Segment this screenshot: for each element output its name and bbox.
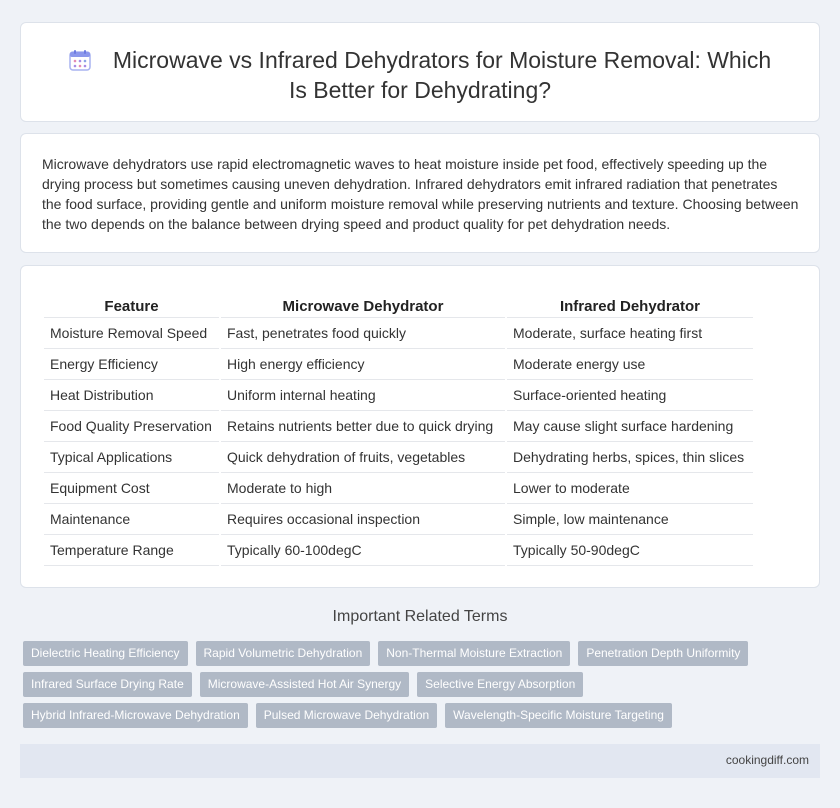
infrared-cell: Lower to moderate: [507, 473, 753, 504]
feature-cell: Heat Distribution: [44, 380, 219, 411]
table-row: [44, 318, 753, 349]
infrared-cell: May cause slight surface hardening: [507, 411, 753, 442]
feature-cell: Temperature Range: [44, 535, 219, 566]
microwave-cell: Retains nutrients better due to quick drying: [221, 411, 505, 442]
header-feature: Feature: [44, 296, 219, 318]
comparison-table-card: [20, 265, 820, 588]
microwave-cell: Quick dehydration of fruits, vegetables: [221, 442, 505, 473]
related-term-tag[interactable]: Wavelength-Specific Moisture Targeting: [445, 703, 672, 728]
infrared-cell: Typically 50-90degC: [507, 535, 753, 566]
title-text: Microwave vs Infrared Dehydrators for Moisture Removal: Which Is Better for Dehydrating?: [112, 47, 772, 103]
table-row: [44, 380, 753, 411]
table-row: [44, 473, 753, 504]
table-row: [44, 504, 753, 535]
intro-card: [20, 133, 820, 253]
table-row: [44, 411, 753, 442]
microwave-cell: Fast, penetrates food quickly: [221, 318, 505, 349]
related-terms-list: [23, 641, 813, 728]
related-term-tag[interactable]: Dielectric Heating Efficiency: [23, 641, 188, 666]
related-term-tag[interactable]: Penetration Depth Uniformity: [578, 641, 748, 666]
related-term-tag[interactable]: Non-Thermal Moisture Extraction: [378, 641, 570, 666]
infrared-cell: Surface-oriented heating: [507, 380, 753, 411]
table-header-row: [44, 296, 753, 318]
page-title: [61, 45, 779, 105]
microwave-cell: Uniform internal heating: [221, 380, 505, 411]
related-term-tag[interactable]: Rapid Volumetric Dehydration: [196, 641, 371, 666]
feature-cell: Moisture Removal Speed: [44, 318, 219, 349]
table-row: [44, 442, 753, 473]
feature-cell: Energy Efficiency: [44, 349, 219, 380]
feature-cell: Typical Applications: [44, 442, 219, 473]
related-term-tag[interactable]: Pulsed Microwave Dehydration: [256, 703, 437, 728]
related-terms-title: Important Related Terms: [332, 608, 508, 625]
header-microwave: Microwave Dehydrator: [221, 296, 505, 318]
related-term-tag[interactable]: Infrared Surface Drying Rate: [23, 672, 192, 697]
feature-cell: Equipment Cost: [44, 473, 219, 504]
footer-bar: [20, 744, 820, 778]
infrared-cell: Simple, low maintenance: [507, 504, 753, 535]
microwave-cell: Moderate to high: [221, 473, 505, 504]
microwave-cell: Typically 60-100degC: [221, 535, 505, 566]
related-term-tag[interactable]: Hybrid Infrared-Microwave Dehydration: [23, 703, 248, 728]
table-row: [44, 535, 753, 566]
footer-site-link[interactable]: cookingdiff.com: [725, 753, 809, 767]
comparison-table: [42, 296, 755, 566]
related-term-tag[interactable]: Microwave-Assisted Hot Air Synergy: [200, 672, 409, 697]
feature-cell: Food Quality Preservation: [44, 411, 219, 442]
table-row: [44, 349, 753, 380]
microwave-cell: Requires occasional inspection: [221, 504, 505, 535]
feature-cell: Maintenance: [44, 504, 219, 535]
calendar-icon: [69, 49, 91, 71]
header-card: [20, 22, 820, 122]
microwave-cell: High energy efficiency: [221, 349, 505, 380]
header-infrared: Infrared Dehydrator: [507, 296, 753, 318]
related-term-tag[interactable]: Selective Energy Absorption: [417, 672, 583, 697]
infrared-cell: Dehydrating herbs, spices, thin slices: [507, 442, 753, 473]
infrared-cell: Moderate energy use: [507, 349, 753, 380]
infrared-cell: Moderate, surface heating first: [507, 318, 753, 349]
intro-paragraph: Microwave dehydrators use rapid electromagnetic waves to heat moisture inside pet food, effectively speeding up the drying process but sometimes causing uneven dehydration. Infrared dehydrators emit infrared radiation that penetrates the food surface, providing gentle and uniform moisture removal while preserving nutrients and texture. Choosing between the two depends on the balance between drying speed and product quality for pet dehydration needs.: [42, 156, 799, 232]
